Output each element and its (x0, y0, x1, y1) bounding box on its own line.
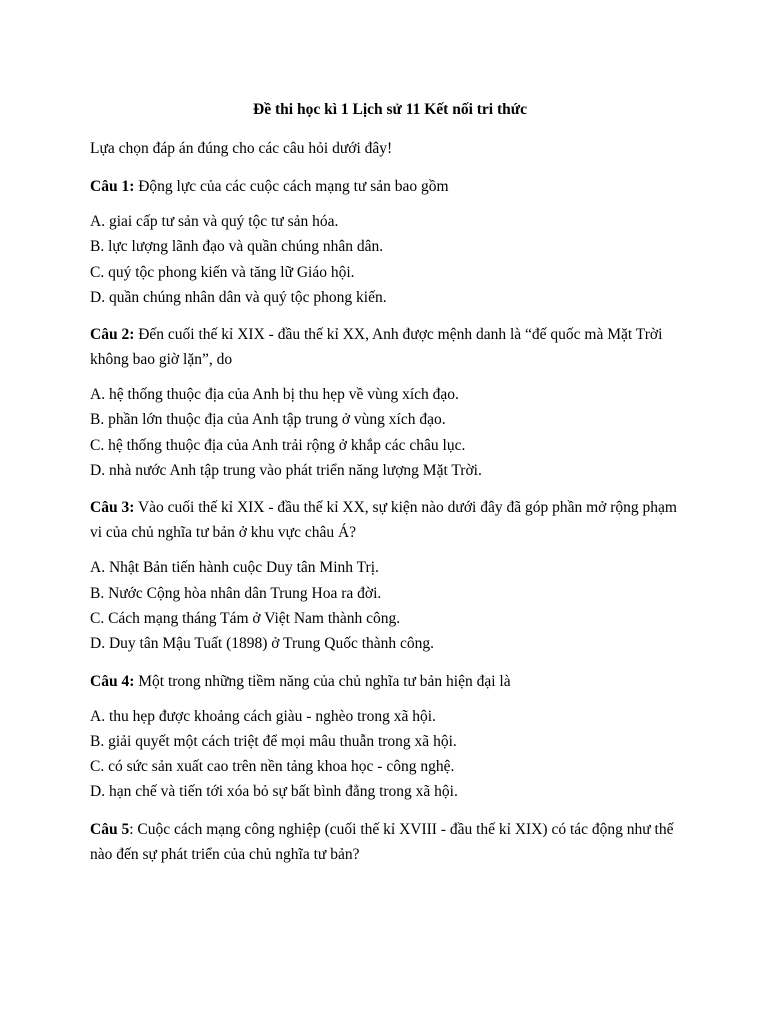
question-stem (90, 322, 690, 372)
question-label: Câu 5 (90, 820, 130, 838)
answer-option-b: B. giải quyết một cách triệt để mọi mâu thuẫn trong xã hội. (90, 732, 457, 750)
question-stem (90, 817, 690, 867)
question-stem (90, 495, 690, 545)
question-label: Câu 1: (90, 178, 135, 195)
answer-option-d: D. hạn chế và tiến tới xóa bỏ sự bất bình đẳng trong xã hội. (90, 783, 458, 801)
answer-option-b: B. Nước Cộng hòa nhân dân Trung Hoa ra đời. (90, 584, 382, 602)
answer-option-b: B. phần lớn thuộc địa của Anh tập trung ở vùng xích đạo. (90, 411, 446, 429)
question-text: Một trong những tiềm năng của chủ nghĩa tư bản hiện đại là (134, 672, 511, 690)
question-stem (90, 174, 690, 199)
answer-option-c: C. quý tộc phong kiến và tăng lữ Giáo hội. (90, 263, 355, 281)
question-text: Động lực của các cuộc cách mạng tư sản bao gồm (134, 178, 449, 195)
answer-option-d: D. nhà nước Anh tập trung vào phát triển năng lượng Mặt Trời. (90, 462, 482, 480)
answer-option-a: A. Nhật Bản tiến hành cuộc Duy tân Minh Trị. (90, 559, 379, 577)
question-5 (90, 817, 690, 867)
question-stem (90, 669, 690, 694)
question-text: Đến cuối thế kỉ XIX - đầu thế kỉ XX, Anh được mệnh danh là “đế quốc mà Mặt Trời không bao giờ lặn”, do (90, 326, 663, 369)
question-label: Câu 3: (90, 499, 135, 517)
document-page (90, 98, 690, 879)
question-2 (90, 322, 690, 483)
answer-option-d: D. quần chúng nhân dân và quý tộc phong kiến. (90, 288, 387, 306)
document-title: Đề thi học kì 1 Lịch sử 11 Kết nối tri thức (253, 101, 527, 118)
instruction-text: Lựa chọn đáp án đúng cho các câu hỏi dưới đây! (90, 140, 393, 157)
answer-option-a: A. hệ thống thuộc địa của Anh bị thu hẹp về vùng xích đạo. (90, 386, 459, 404)
answer-option-c: C. hệ thống thuộc địa của Anh trải rộng ở khắp các châu lục. (90, 436, 466, 454)
question-1 (90, 174, 690, 310)
answer-option-d: D. Duy tân Mậu Tuất (1898) ở Trung Quốc thành công. (90, 635, 435, 653)
answer-option-a: A. giai cấp tư sản và quý tộc tư sản hóa. (90, 213, 339, 230)
question-text: Vào cuối thế kỉ XIX - đầu thế kỉ XX, sự kiện nào dưới đây đã góp phần mở rộng phạm vi của chủ nghĩa tư bản ở khu vực châu Á? (90, 499, 677, 542)
question-4 (90, 669, 690, 805)
answer-option-c: C. có sức sản xuất cao trên nền tảng khoa học - công nghệ. (90, 758, 455, 776)
question-3 (90, 495, 690, 656)
question-label: Câu 4: (90, 672, 135, 690)
answer-option-c: C. Cách mạng tháng Tám ở Việt Nam thành công. (90, 609, 401, 627)
question-label: Câu 2: (90, 326, 135, 344)
question-text: : Cuộc cách mạng công nghiệp (cuối thế kỉ XVIII - đầu thế kỉ XIX) có tác động như thế nào đến sự phát triển của chủ nghĩa tư bản? (90, 820, 674, 863)
answer-option-b: B. lực lượng lãnh đạo và quần chúng nhân dân. (90, 238, 384, 256)
answer-option-a: A. thu hẹp được khoảng cách giàu - nghèo trong xã hội. (90, 707, 436, 725)
